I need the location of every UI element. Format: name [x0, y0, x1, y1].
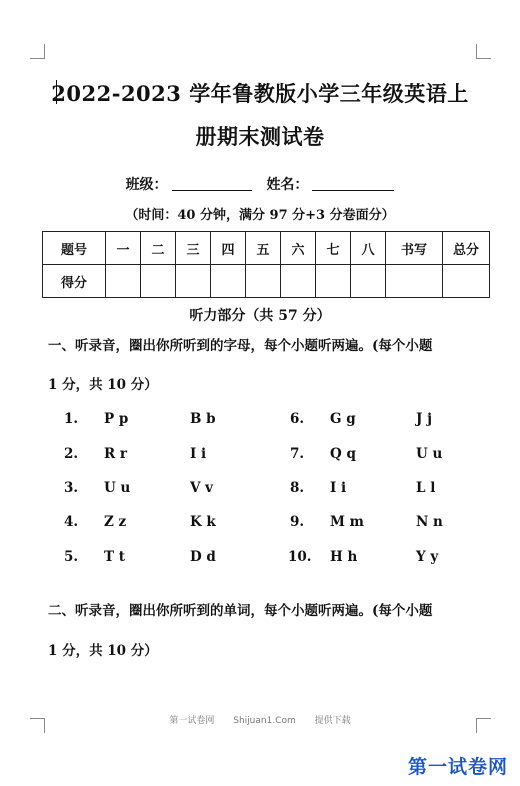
- letter-option[interactable]: I i: [330, 480, 347, 496]
- question-1-points: 1 分，共 10 分）: [48, 377, 158, 393]
- question-1-instruction: 一、听录音，圈出你所听到的字母，每个小题听两遍。(每个小题: [48, 338, 433, 354]
- watermark-logo: 第一试卷网: [408, 756, 509, 778]
- item-number: 5.: [64, 549, 79, 565]
- option-row: [0, 514, 520, 534]
- letter-option[interactable]: T t: [104, 549, 125, 565]
- listening-heading: 听力部分（共 57 分）: [189, 308, 331, 324]
- item-number: 10.: [288, 549, 312, 565]
- letter-option[interactable]: K k: [190, 514, 216, 530]
- letter-option[interactable]: Q q: [330, 446, 356, 462]
- crop-mark-top-right: [476, 44, 491, 59]
- score-table-header-row: [43, 232, 490, 265]
- letter-option[interactable]: B b: [190, 411, 216, 427]
- item-number: 2.: [64, 446, 79, 462]
- score-table: [42, 231, 490, 298]
- letter-option[interactable]: N n: [416, 514, 443, 530]
- letter-option[interactable]: M m: [330, 514, 364, 530]
- header-cell: 七: [316, 232, 351, 265]
- letter-option[interactable]: J j: [416, 411, 432, 427]
- student-info: [0, 174, 520, 194]
- option-row: [0, 411, 520, 431]
- score-cell[interactable]: [211, 265, 246, 298]
- score-row-label: 得分: [43, 265, 106, 298]
- letter-option[interactable]: G g: [330, 411, 356, 427]
- option-row: [0, 446, 520, 466]
- name-blank[interactable]: [312, 176, 394, 191]
- letter-option[interactable]: D d: [190, 549, 216, 565]
- score-cell[interactable]: [351, 265, 386, 298]
- header-cell: 八: [351, 232, 386, 265]
- letter-option[interactable]: L l: [416, 480, 436, 496]
- header-cell: 题号: [43, 232, 106, 265]
- header-cell: 三: [176, 232, 211, 265]
- item-number: 9.: [290, 514, 305, 530]
- score-cell[interactable]: [316, 265, 351, 298]
- letter-option[interactable]: R r: [104, 446, 128, 462]
- footer-site-en: Shijuan1.Com: [233, 716, 296, 726]
- letter-option[interactable]: P p: [104, 411, 129, 427]
- score-cell[interactable]: [386, 265, 443, 298]
- letter-option[interactable]: Z z: [104, 514, 127, 530]
- page-footer: [0, 713, 520, 726]
- letter-option[interactable]: Y y: [416, 549, 439, 565]
- score-table-score-row: [43, 265, 490, 298]
- score-cell[interactable]: [176, 265, 211, 298]
- score-cell[interactable]: [246, 265, 281, 298]
- item-number: 1.: [64, 411, 79, 427]
- question-2-instruction: 二、听录音，圈出你所听到的单词，每个小题听两遍。(每个小题: [48, 603, 433, 619]
- item-number: 8.: [290, 480, 305, 496]
- item-number: 3.: [64, 480, 79, 496]
- time-note: （时间：40 分钟，满分 97 分+3 分卷面分）: [125, 208, 395, 223]
- letter-option[interactable]: I i: [190, 446, 207, 462]
- letter-option[interactable]: U u: [104, 480, 131, 496]
- score-cell[interactable]: [141, 265, 176, 298]
- header-cell: 一: [106, 232, 141, 265]
- crop-mark-top-left: [30, 44, 45, 59]
- header-cell: 书写: [386, 232, 443, 265]
- score-cell[interactable]: [443, 265, 490, 298]
- class-blank[interactable]: [172, 176, 252, 191]
- header-cell: 五: [246, 232, 281, 265]
- item-number: 7.: [290, 446, 305, 462]
- option-row: [0, 549, 520, 569]
- title-line-1: 2022-2023 学年鲁教版小学三年级英语上: [51, 81, 469, 106]
- name-label: 姓名：: [266, 177, 309, 193]
- header-cell: 四: [211, 232, 246, 265]
- letter-option[interactable]: H h: [330, 549, 358, 565]
- score-cell[interactable]: [281, 265, 316, 298]
- footer-site-cn: 第一试卷网: [169, 716, 215, 726]
- score-cell[interactable]: [106, 265, 141, 298]
- item-number: 6.: [290, 411, 305, 427]
- footer-provide: 提供下载: [314, 716, 351, 726]
- question-2-points: 1 分，共 10 分）: [48, 643, 158, 659]
- header-cell: 总分: [443, 232, 490, 265]
- title-line-2: 册期末测试卷: [195, 124, 325, 149]
- class-label: 班级：: [125, 177, 168, 193]
- header-cell: 六: [281, 232, 316, 265]
- item-number: 4.: [64, 514, 79, 530]
- option-row: [0, 480, 520, 500]
- letter-option[interactable]: V v: [190, 480, 214, 496]
- header-cell: 二: [141, 232, 176, 265]
- letter-option[interactable]: U u: [416, 446, 443, 462]
